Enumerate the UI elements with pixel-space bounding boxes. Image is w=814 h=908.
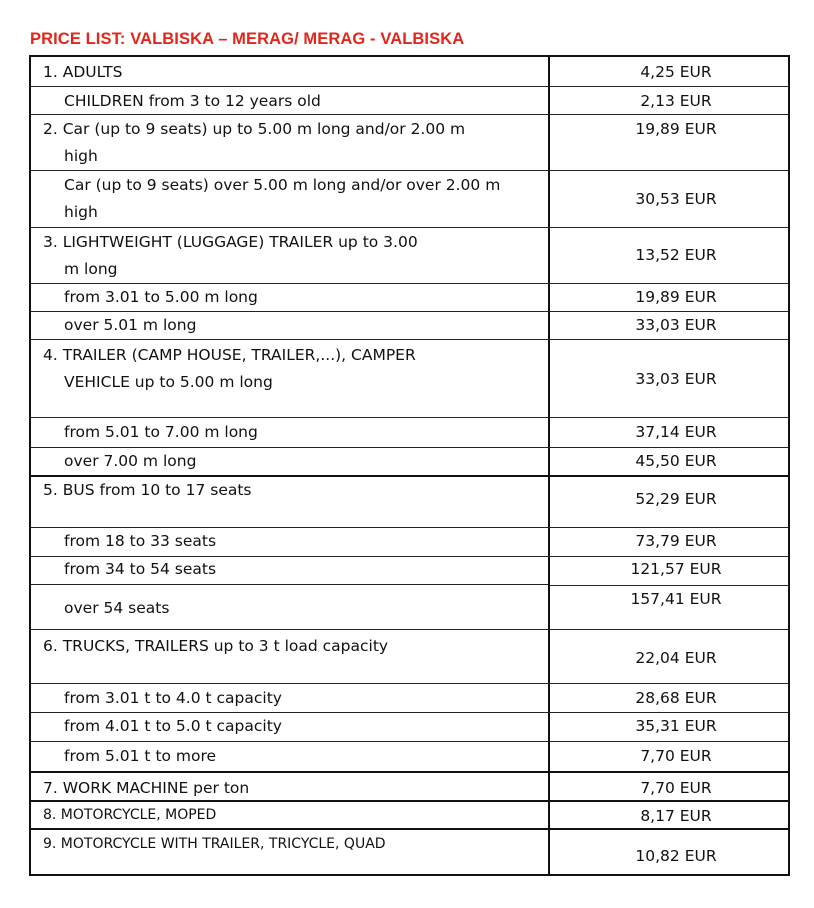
row-divider xyxy=(31,339,788,340)
item-description: 3. LIGHTWEIGHT (LUGGAGE) TRAILER up to 3.00 xyxy=(43,233,418,251)
item-description-continued: m long xyxy=(64,260,118,278)
item-description: 2. Car (up to 9 seats) up to 5.00 m long and/or 2.00 m xyxy=(43,120,466,138)
item-description: over 54 seats xyxy=(64,599,170,617)
item-description: from 18 to 33 seats xyxy=(64,532,217,550)
item-price: 28,68 EUR xyxy=(635,689,717,707)
item-description: from 5.01 to 7.00 m long xyxy=(64,423,258,441)
item-description: 9. MOTORCYCLE WITH TRAILER, TRICYCLE, QUAD xyxy=(43,836,386,852)
item-price: 45,50 EUR xyxy=(635,452,717,470)
item-description: over 7.00 m long xyxy=(64,452,197,470)
item-price: 37,14 EUR xyxy=(635,423,717,441)
item-description: from 34 to 54 seats xyxy=(64,560,217,578)
item-price: 19,89 EUR xyxy=(635,120,717,138)
item-description-continued: VEHICLE up to 5.00 m long xyxy=(64,373,273,391)
item-description-continued: high xyxy=(64,147,98,165)
item-description: 4. TRAILER (CAMP HOUSE, TRAILER,...), CAMPER xyxy=(43,346,416,364)
item-description-continued: high xyxy=(64,203,98,221)
item-price: 4,25 EUR xyxy=(640,63,712,81)
item-price: 121,57 EUR xyxy=(630,560,722,578)
item-price: 7,70 EUR xyxy=(640,747,712,765)
item-description: 6. TRUCKS, TRAILERS up to 3 t load capacity xyxy=(43,637,389,655)
item-price: 19,89 EUR xyxy=(635,288,717,306)
item-description: CHILDREN from 3 to 12 years old xyxy=(64,92,321,110)
page-title: PRICE LIST: VALBISKA – MERAG/ MERAG - VALBISKA xyxy=(30,30,465,48)
item-price: 2,13 EUR xyxy=(640,92,712,110)
item-price: 52,29 EUR xyxy=(635,490,717,508)
item-price: 22,04 EUR xyxy=(635,649,717,667)
item-price: 10,82 EUR xyxy=(635,847,717,865)
item-price: 157,41 EUR xyxy=(630,590,722,608)
row-divider xyxy=(31,771,788,773)
item-price: 35,31 EUR xyxy=(635,717,717,735)
item-description: 8. MOTORCYCLE, MOPED xyxy=(43,807,217,823)
item-description: from 5.01 t to more xyxy=(64,747,217,765)
item-description: 7. WORK MACHINE per ton xyxy=(43,779,250,797)
item-description: 1. ADULTS xyxy=(43,63,123,81)
item-description: Car (up to 9 seats) over 5.00 m long and/or over 2.00 m xyxy=(64,176,501,194)
item-price: 13,52 EUR xyxy=(635,246,717,264)
row-divider xyxy=(31,584,548,585)
item-description: from 4.01 t to 5.0 t capacity xyxy=(64,717,282,735)
item-price: 30,53 EUR xyxy=(635,190,717,208)
item-price: 8,17 EUR xyxy=(640,807,712,825)
item-description: over 5.01 m long xyxy=(64,316,197,334)
row-divider xyxy=(31,629,788,630)
item-price: 7,70 EUR xyxy=(640,779,712,797)
item-description: from 3.01 t to 4.0 t capacity xyxy=(64,689,282,707)
item-price: 73,79 EUR xyxy=(635,532,717,550)
item-price: 33,03 EUR xyxy=(635,370,717,388)
price-table xyxy=(29,55,790,876)
item-description: 5. BUS from 10 to 17 seats xyxy=(43,481,252,499)
item-price: 33,03 EUR xyxy=(635,316,717,334)
item-description: from 3.01 to 5.00 m long xyxy=(64,288,258,306)
